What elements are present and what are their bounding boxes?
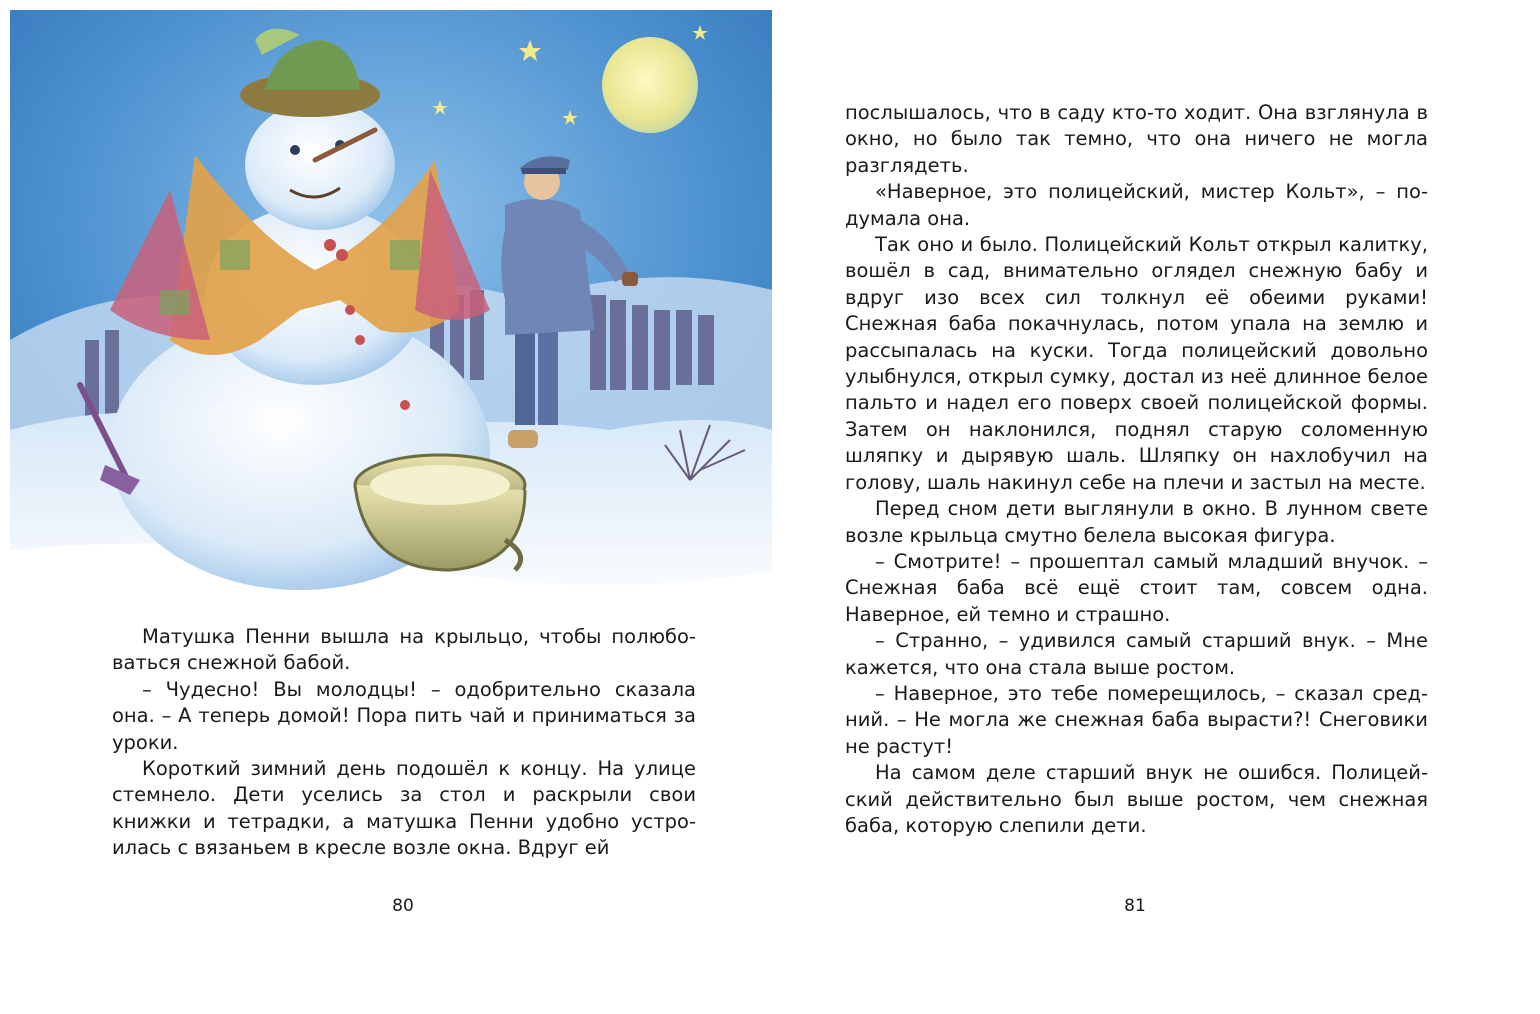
snowman-eye bbox=[290, 145, 300, 155]
paragraph: – Странно, – удивился самый старший внук. – Мне кажется, что она стала выше ростом. bbox=[845, 629, 1428, 679]
left-page-text bbox=[112, 624, 696, 862]
illustration-svg bbox=[10, 10, 772, 620]
paragraph: – Чудесно! Вы молодцы! – одобрительно сказала она. – А теперь домой! Пора пить чай и приниматься за уроки. bbox=[112, 677, 696, 754]
paragraph: – Смотрите! – прошептал самый младший внучок. – Снежная баба всё ещё стоит там, совсем одна. Наверное, ей темно и страшно. bbox=[845, 549, 1428, 626]
page-number: 81 bbox=[1124, 896, 1146, 916]
right-page bbox=[770, 0, 1540, 1014]
paragraph: На самом деле старший внук не ошибся. Полицейский действительно был выше ростом, чем снежная баба, которую слепили дети. bbox=[845, 761, 1428, 837]
paragraph: – Наверное, это тебе померещилось, – сказал средний. – Не могла же снежная баба вырасти?! Снеговики не растут! bbox=[845, 681, 1428, 758]
paragraph: Так оно и было. Полицейский Кольт открыл калитку, вошёл в сад, внимательно оглядел снежную бабу и вдруг изо всех сил толкнул её обеими руками! Снежная баба покачнулась, потом упала на землю и рассыпалась на куски. Тогда полицейский довольно улыбнулся, открыл сумку, достал из неё длинное белое пальто и надел его поверх своей полицейской формы. Затем он наклонился, поднял старую соломенную шляпку и дырявую шаль. Шляпку он нахлобучил на голову, шаль накинул себе на плечи и застыл на месте. bbox=[845, 233, 1428, 494]
page-number: 80 bbox=[392, 896, 414, 916]
paragraph-continuation: послышалось, что в саду кто-то ходит. Она взглянула в окно, но было так темно, что она ничего не могла разглядеть. bbox=[845, 101, 1428, 177]
paragraph: «Наверное, это полицейский, мистер Кольт», – подумала она. bbox=[845, 180, 1428, 230]
moon-icon bbox=[602, 37, 698, 133]
right-page-text bbox=[845, 100, 1428, 839]
paragraph: Короткий зимний день подошёл к концу. На улице стемнело. Дети уселись за стол и раскрыли свои книжки и тетрадки, а матушка Пенни удобно устроилась с вязаньем в кресле возле окна. Вдруг ей bbox=[112, 757, 696, 860]
paragraph: Перед сном дети выглянули в окно. В лунном свете возле крыльца смутно белела высокая фигура. bbox=[845, 497, 1428, 547]
paragraph: Матушка Пенни вышла на крыльцо, чтобы полюбоваться снежной бабой. bbox=[112, 625, 696, 675]
snowman-head bbox=[245, 100, 395, 230]
snowman-illustration bbox=[10, 10, 772, 620]
